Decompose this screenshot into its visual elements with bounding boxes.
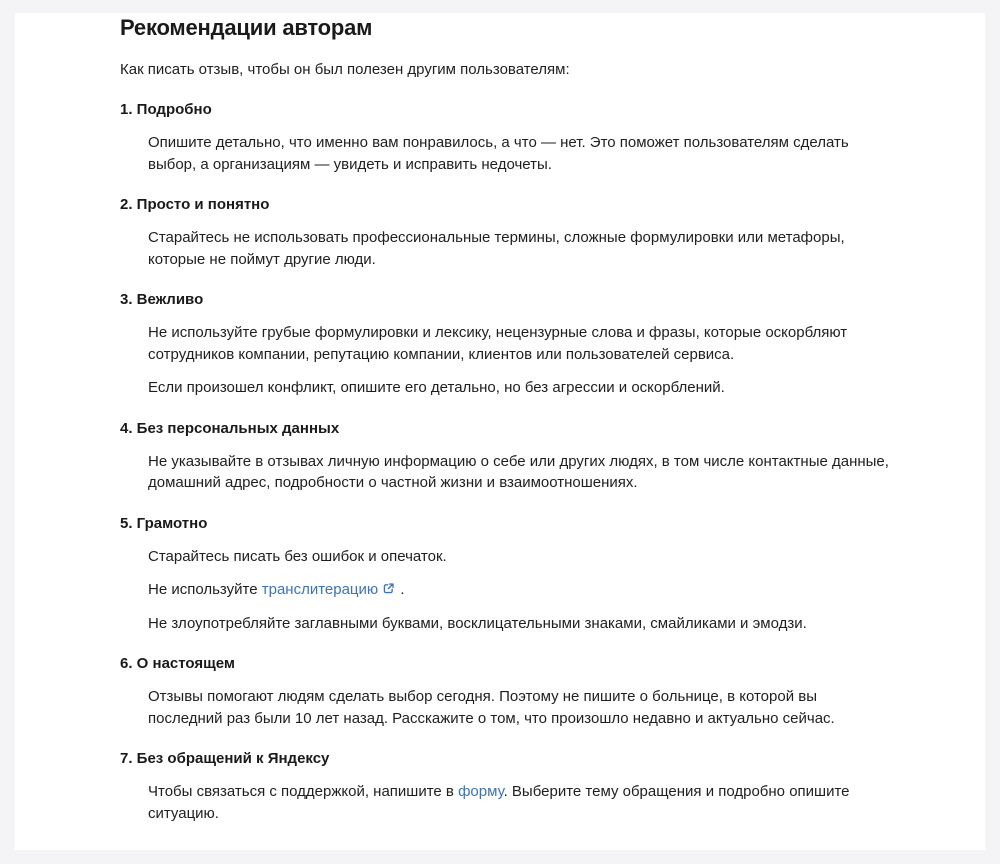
recommendation-section	[120, 194, 897, 270]
section-paragraph: Чтобы связаться с поддержкой, напишите в форму. Выберите тему обращения и подробно опишите ситуацию.	[148, 783, 850, 822]
section-heading: 1. Подробно	[120, 101, 212, 118]
content-card	[15, 13, 985, 850]
section-paragraph: Не используйте транслитерацию .	[148, 581, 405, 598]
recommendation-section	[120, 513, 897, 635]
section-heading: 7. Без обращений к Яндексу	[120, 750, 330, 767]
section-paragraph: Если произошел конфликт, опишите его детально, но без агрессии и оскорблений.	[148, 379, 725, 396]
external-link-icon[interactable]	[382, 582, 395, 595]
page-background	[0, 13, 1000, 850]
recommendation-section	[120, 653, 897, 729]
page-title: Рекомендации авторам	[120, 15, 373, 40]
recommendation-section	[120, 99, 897, 175]
section-heading: 2. Просто и понятно	[120, 196, 270, 213]
recommendation-section	[120, 418, 897, 494]
section-heading: 3. Вежливо	[120, 291, 204, 308]
section-paragraph: Старайтесь писать без ошибок и опечаток.	[148, 547, 447, 565]
recommendation-section	[120, 289, 897, 399]
section-heading: 6. О настоящем	[120, 655, 236, 672]
section-paragraph: Не указывайте в отзывах личную информацию о себе или других людях, в том числе контактные данные, домашний адрес, подробности о частной жизни и взаимоотношениях.	[148, 452, 889, 491]
intro-text: Как писать отзыв, чтобы он был полезен другим пользователям:	[120, 61, 570, 78]
section-paragraph: Отзывы помогают людям сделать выбор сегодня. Поэтому не пишите о больнице, в которой вы последний раз были 10 лет назад. Расскажите о том, что произошло недавно и актуально сейчас.	[148, 688, 835, 727]
inline-link[interactable]: транслитерацию	[262, 581, 396, 598]
inline-link[interactable]: форму	[458, 783, 504, 800]
sections-container	[120, 99, 897, 824]
section-paragraph: Не используйте грубые формулировки и лексику, нецензурные слова и фразы, которые оскорбляют сотрудников компании, репутацию компании, клиентов или пользователей сервиса.	[148, 324, 848, 363]
section-heading: 5. Грамотно	[120, 514, 208, 532]
recommendation-section	[120, 748, 897, 824]
section-paragraph: Старайтесь не использовать профессиональные термины, сложные формулировки или метафоры, которые не поймут другие люди.	[148, 229, 845, 268]
section-paragraph: Не злоупотребляйте заглавными буквами, восклицательными знаками, смайликами и эмодзи.	[148, 614, 807, 632]
section-heading: 4. Без персональных данных	[120, 419, 340, 437]
section-paragraph: Опишите детально, что именно вам понравилось, а что — нет. Это поможет пользователям сделать выбор, а организациям — увидеть и исправить недочеты.	[148, 134, 849, 173]
